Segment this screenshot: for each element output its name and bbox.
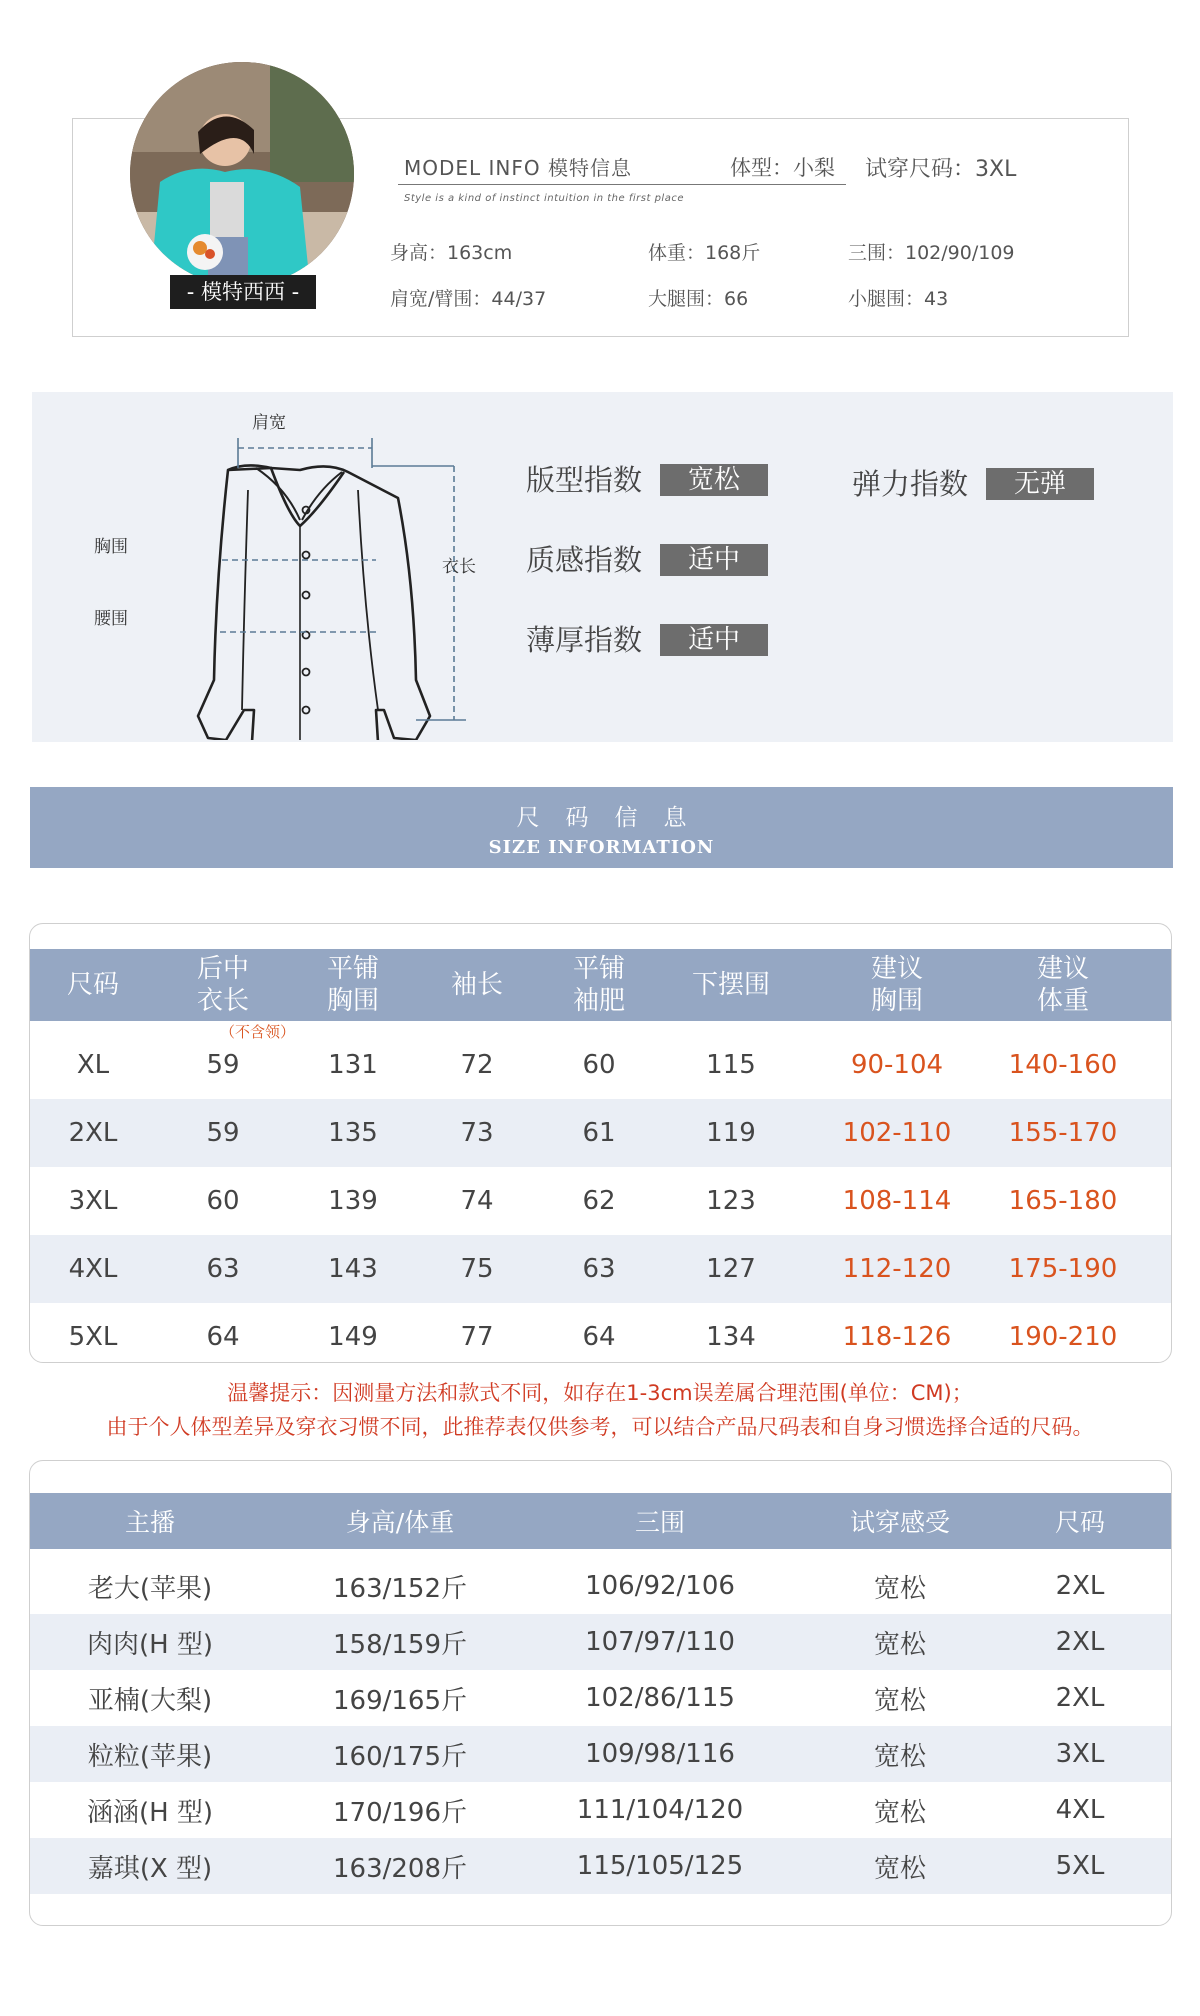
texture-index-badge: 适中 bbox=[660, 544, 768, 576]
size-cell: 60 bbox=[206, 1186, 240, 1216]
size-cell: 60 bbox=[582, 1050, 616, 1080]
size-cell: 2XL bbox=[68, 1118, 118, 1148]
size-header-chest: 平铺 胸围 bbox=[326, 954, 379, 1016]
garment-shoulder-label: 肩宽 bbox=[252, 413, 286, 433]
size-cell: 149 bbox=[328, 1322, 378, 1352]
model-info-title: MODEL INFO 模特信息 bbox=[404, 156, 632, 180]
size-cell: 127 bbox=[706, 1254, 756, 1284]
size-row-5xl bbox=[30, 1303, 1171, 1363]
model-height: 身高：163cm bbox=[390, 242, 513, 264]
anchor-cell: 3XL bbox=[1055, 1739, 1105, 1769]
size-row-4xl bbox=[30, 1235, 1171, 1303]
anchor-cell: 115/105/125 bbox=[576, 1851, 744, 1881]
size-cell: 59 bbox=[206, 1050, 240, 1080]
anchor-header-host: 主播 bbox=[124, 1508, 175, 1537]
anchor-cell: 160/175斤 bbox=[332, 1741, 467, 1772]
size-cell: 115 bbox=[706, 1050, 756, 1080]
size-cell: 77 bbox=[460, 1322, 494, 1352]
anchor-row bbox=[30, 1726, 1171, 1782]
fit-index-label: 版型指数 bbox=[526, 463, 643, 497]
size-header-hem: 下摆围 bbox=[691, 970, 770, 1000]
size-cell: 72 bbox=[460, 1050, 494, 1080]
thickness-index-badge: 适中 bbox=[660, 624, 768, 656]
collar-note: （不含领） bbox=[220, 1023, 296, 1041]
anchor-cell: 涵涵(H 型) bbox=[86, 1797, 214, 1828]
size-cell: 75 bbox=[460, 1254, 494, 1284]
model-try-size bbox=[865, 152, 1016, 183]
size-row-3xl bbox=[30, 1167, 1171, 1235]
size-cell: 73 bbox=[460, 1118, 494, 1148]
size-cell: 143 bbox=[328, 1254, 378, 1284]
garment-length-label: 衣长 bbox=[442, 557, 476, 577]
size-row-xl bbox=[30, 1031, 1171, 1099]
size-cell: 119 bbox=[706, 1118, 756, 1148]
anchor-cell: 宽松 bbox=[873, 1797, 926, 1828]
size-cell-rec-chest: 108-114 bbox=[842, 1186, 952, 1216]
size-table-header bbox=[30, 949, 1171, 1021]
anchor-cell: 107/97/110 bbox=[585, 1627, 735, 1657]
model-thigh: 大腿围：66 bbox=[648, 288, 749, 310]
garment-diagram-panel bbox=[32, 392, 1173, 742]
size-cell: 131 bbox=[328, 1050, 378, 1080]
size-cell-rec-weight: 140-160 bbox=[1008, 1050, 1118, 1080]
size-cell: 63 bbox=[582, 1254, 616, 1284]
size-cell: 64 bbox=[582, 1322, 616, 1352]
anchor-header-fit-feel: 试穿感受 bbox=[849, 1508, 950, 1537]
size-header-sleeve: 袖长 bbox=[450, 970, 503, 1000]
anchor-cell: 宽松 bbox=[873, 1685, 926, 1716]
size-cell-rec-weight: 175-190 bbox=[1008, 1254, 1118, 1284]
texture-index-label: 质感指数 bbox=[526, 543, 643, 577]
anchor-header-height-weight: 身高/体重 bbox=[345, 1508, 455, 1537]
size-cell-rec-chest: 112-120 bbox=[842, 1254, 952, 1284]
size-cell: 5XL bbox=[68, 1322, 118, 1352]
thickness-index-label: 薄厚指数 bbox=[526, 623, 643, 657]
anchor-cell: 老大(苹果) bbox=[87, 1573, 213, 1604]
size-cell: 74 bbox=[460, 1186, 494, 1216]
size-cell: 135 bbox=[328, 1118, 378, 1148]
size-cell-rec-chest: 90-104 bbox=[850, 1050, 944, 1080]
size-cell: 62 bbox=[582, 1186, 616, 1216]
model-body-type: 体型：小梨 bbox=[730, 156, 835, 180]
anchor-fit-table bbox=[29, 1460, 1172, 1926]
model-shoulder-arm: 肩宽/臂围：44/37 bbox=[390, 288, 547, 310]
size-cell: 4XL bbox=[68, 1254, 118, 1284]
anchor-cell: 2XL bbox=[1055, 1683, 1105, 1713]
anchor-row bbox=[30, 1838, 1171, 1894]
size-cell-rec-weight: 190-210 bbox=[1008, 1322, 1118, 1352]
anchor-cell: 109/98/116 bbox=[585, 1739, 735, 1769]
anchor-cell: 2XL bbox=[1055, 1571, 1105, 1601]
anchor-cell: 肉肉(H 型) bbox=[86, 1629, 214, 1660]
anchor-cell: 111/104/120 bbox=[576, 1795, 744, 1825]
anchor-cell: 158/159斤 bbox=[332, 1629, 467, 1660]
size-header-sleeve-width: 平铺 袖肥 bbox=[572, 954, 625, 1016]
anchor-cell: 宽松 bbox=[873, 1629, 926, 1660]
size-cell-rec-chest: 102-110 bbox=[842, 1118, 952, 1148]
size-cell: 3XL bbox=[68, 1186, 118, 1216]
size-header-length: 后中 衣长 bbox=[196, 954, 249, 1016]
size-cell: XL bbox=[76, 1050, 110, 1080]
anchor-cell: 102/86/115 bbox=[585, 1683, 735, 1713]
anchor-row bbox=[30, 1670, 1171, 1726]
anchor-cell: 170/196斤 bbox=[332, 1797, 467, 1828]
model-try-size-value: 3XL bbox=[975, 157, 1017, 182]
size-header-rec-weight: 建议 体重 bbox=[1036, 954, 1089, 1016]
size-cell-rec-weight: 165-180 bbox=[1008, 1186, 1118, 1216]
model-slogan: Style is a kind of instinct intuition in the first place bbox=[404, 193, 684, 204]
model-try-size-label: 试穿尺码： bbox=[865, 157, 976, 182]
anchor-cell: 5XL bbox=[1055, 1851, 1105, 1881]
size-cell-rec-chest: 118-126 bbox=[842, 1322, 952, 1352]
anchor-header-size: 尺码 bbox=[1054, 1508, 1105, 1537]
size-cell: 134 bbox=[706, 1322, 756, 1352]
size-cell-rec-weight: 155-170 bbox=[1008, 1118, 1118, 1148]
size-banner-title-cn: 尺码信息 bbox=[516, 805, 713, 831]
elasticity-index-label: 弹力指数 bbox=[852, 467, 969, 501]
anchor-cell: 2XL bbox=[1055, 1627, 1105, 1657]
size-cell: 61 bbox=[582, 1118, 616, 1148]
size-table bbox=[29, 923, 1172, 1363]
anchor-row bbox=[30, 1558, 1171, 1614]
anchor-table-header bbox=[30, 1493, 1171, 1549]
tip-line-2: 由于个人体型差异及穿衣习惯不同，此推荐表仅供参考，可以结合产品尺码表和自身习惯选择合适的尺码。 bbox=[106, 1415, 1094, 1439]
model-title-divider bbox=[398, 184, 846, 185]
elasticity-index-badge: 无弹 bbox=[986, 468, 1094, 500]
size-banner-title-en: SIZE INFORMATION bbox=[488, 837, 715, 858]
size-header-rec-chest: 建议 胸围 bbox=[870, 954, 923, 1016]
anchor-cell: 宽松 bbox=[873, 1853, 926, 1884]
size-row-2xl bbox=[30, 1099, 1171, 1167]
anchor-cell: 106/92/106 bbox=[585, 1571, 735, 1601]
anchor-row bbox=[30, 1614, 1171, 1670]
size-cell: 63 bbox=[206, 1254, 240, 1284]
model-measurements: 三围：102/90/109 bbox=[848, 242, 1015, 264]
anchor-cell: 宽松 bbox=[873, 1741, 926, 1772]
anchor-cell: 169/165斤 bbox=[332, 1685, 467, 1716]
model-weight: 体重：168斤 bbox=[648, 242, 761, 264]
anchor-row bbox=[30, 1782, 1171, 1838]
anchor-cell: 163/152斤 bbox=[332, 1573, 467, 1604]
tip-line-1: 温馨提示：因测量方法和款式不同，如存在1-3cm误差属合理范围(单位：CM)； bbox=[227, 1381, 973, 1405]
anchor-header-measurements: 三围 bbox=[634, 1508, 685, 1537]
anchor-cell: 亚楠(大梨) bbox=[87, 1685, 213, 1716]
size-cell: 59 bbox=[206, 1118, 240, 1148]
fit-index-badge: 宽松 bbox=[660, 464, 768, 496]
model-calf: 小腿围：43 bbox=[848, 288, 949, 310]
size-cell: 139 bbox=[328, 1186, 378, 1216]
garment-chest-label: 胸围 bbox=[94, 537, 128, 557]
size-cell: 64 bbox=[206, 1322, 240, 1352]
anchor-cell: 嘉琪(X 型) bbox=[87, 1853, 213, 1884]
anchor-cell: 粒粒(苹果) bbox=[87, 1741, 213, 1772]
size-info-banner bbox=[30, 787, 1173, 868]
model-name-tag: - 模特西西 - bbox=[170, 275, 316, 309]
anchor-cell: 163/208斤 bbox=[332, 1853, 467, 1884]
anchor-cell: 宽松 bbox=[873, 1573, 926, 1604]
garment-waist-label: 腰围 bbox=[94, 609, 128, 629]
anchor-cell: 4XL bbox=[1055, 1795, 1105, 1825]
size-cell: 123 bbox=[706, 1186, 756, 1216]
model-avatar bbox=[130, 62, 354, 286]
size-header-size: 尺码 bbox=[66, 970, 119, 1000]
model-photo-image bbox=[130, 62, 354, 286]
